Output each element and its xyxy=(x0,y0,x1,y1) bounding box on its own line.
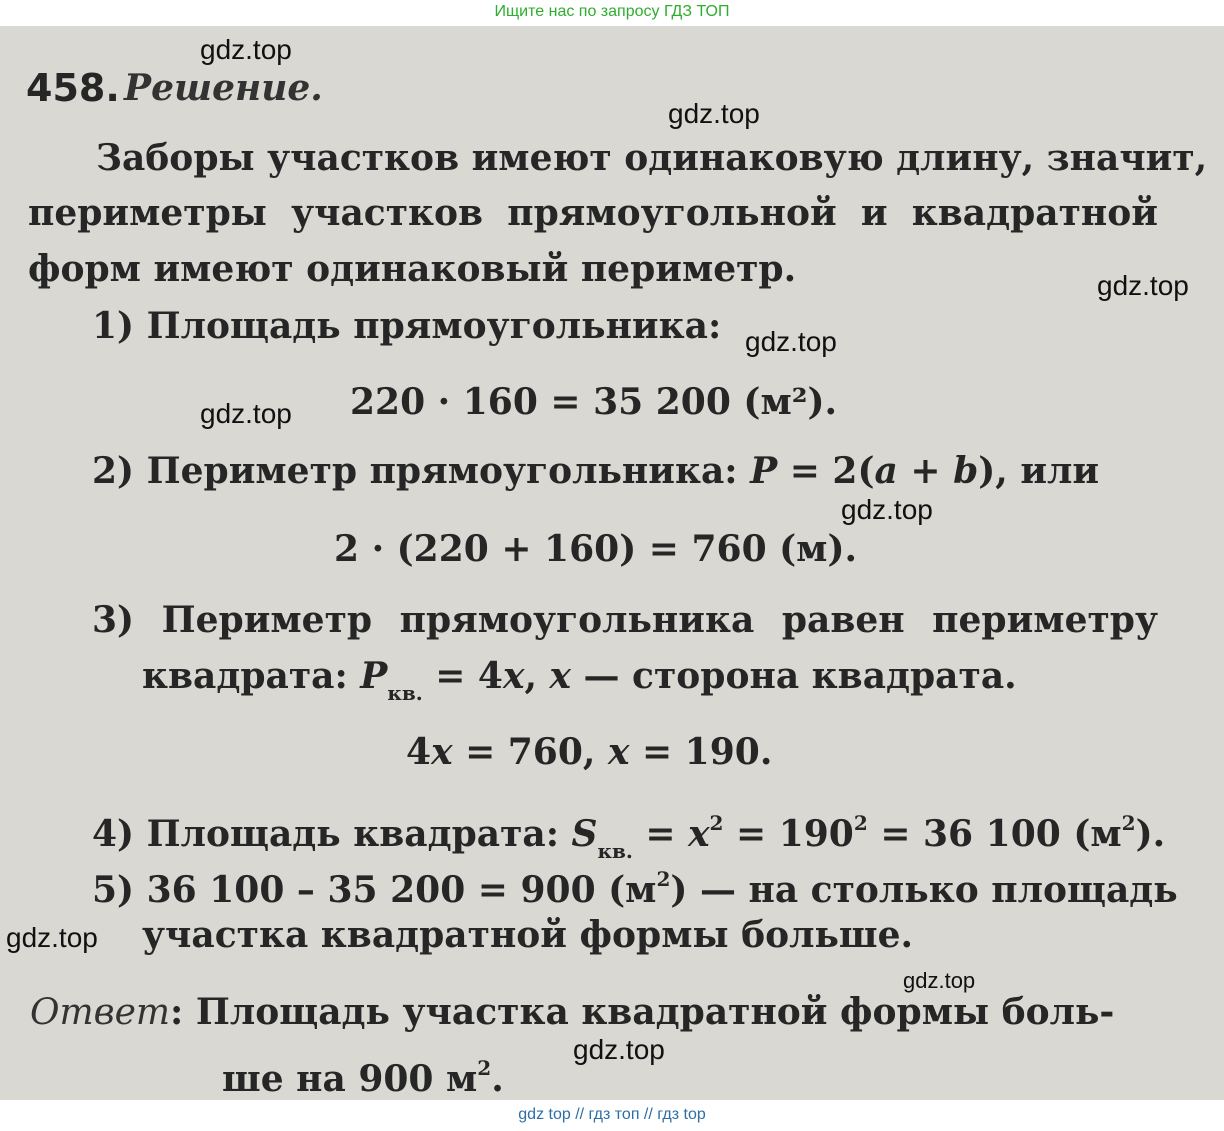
watermark: gdz.top xyxy=(200,398,292,429)
search-hint-banner xyxy=(0,0,1224,26)
answer-line-1: Ответ: Площадь участка квадратной формы боль- xyxy=(30,991,1115,1033)
step3-line-1: 3) Периметр прямоугольника равен периметру xyxy=(92,599,1158,641)
watermark: gdz.top xyxy=(1097,270,1189,301)
step5-line-1: 5) 36 100 – 35 200 = 900 $(м^2)$ — на столько площадь xyxy=(92,867,1178,911)
problem-number: 458. xyxy=(26,66,120,110)
watermark: gdz.top xyxy=(745,326,837,357)
step5-line-2: участка квадратной формы больше. xyxy=(142,914,914,956)
intro-line-2: периметры участков прямоугольной и квадратной xyxy=(28,192,1158,234)
watermark: gdz.top xyxy=(841,494,933,525)
answer-line-2: ше на 900 $м^2$. xyxy=(222,1056,504,1100)
step3-equation: 4x = 760, x = 190. xyxy=(406,731,773,773)
watermark: gdz.top xyxy=(573,1034,665,1065)
watermark: gdz.top xyxy=(668,98,760,129)
step4-line: 4) Площадь квадрата: $S_{кв.} = x^2 = 190^2 = 36$ 100 $(м^2)$. xyxy=(92,811,1166,863)
watermark: gdz.top xyxy=(200,34,292,65)
solution-heading: Решение. xyxy=(124,67,323,109)
search-hint-text: Ищите нас по запросу ГДЗ ТОП xyxy=(494,3,730,20)
watermark: gdz.top xyxy=(6,922,98,953)
answer-label: Ответ xyxy=(30,992,171,1033)
step1-label: 1) Площадь прямоугольника: xyxy=(92,305,722,347)
step3-line-2: квадрата: $P_{кв.} = 4x$, x — сторона квадрата. xyxy=(142,655,1017,705)
step2-calc: 2 · (220 + 160) = 760 (м). xyxy=(334,528,858,570)
intro-line-3: форм имеют одинаковый периметр. xyxy=(28,248,797,290)
step2-line: 2) Периметр прямоугольника: P = 2(a + b), или xyxy=(92,450,1100,492)
watermark: gdz.top xyxy=(903,968,976,993)
footer-links[interactable] xyxy=(0,1100,1224,1131)
step1-formula: 220 · 160 = 35 200 (м²). xyxy=(350,381,838,423)
footer-links-text[interactable]: gdz top // гдз топ // гдз top xyxy=(518,1106,706,1123)
intro-line-1: Заборы участков имеют одинаковую длину, значит, xyxy=(96,137,1208,179)
